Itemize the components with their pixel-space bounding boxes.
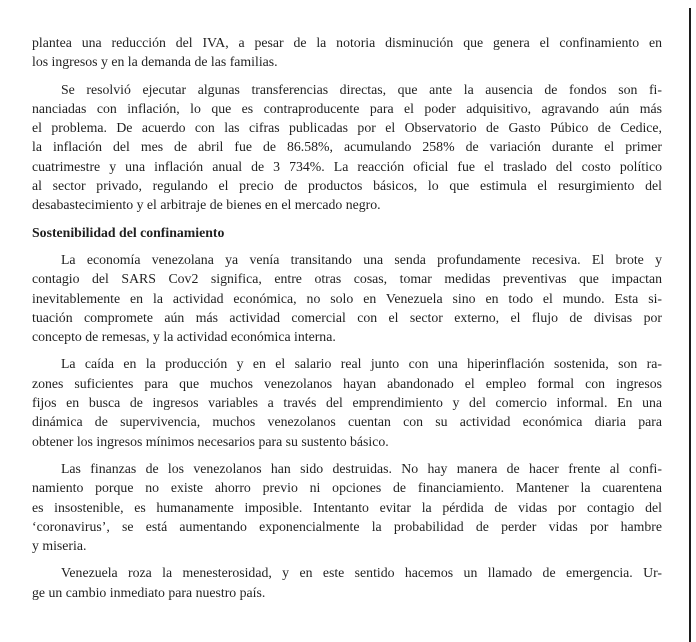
text-line: obtener los ingresos mínimos necesarios para su sustento básico. (32, 433, 389, 449)
section-heading: Sostenibilidad del confinamiento (32, 224, 225, 240)
text-line: Venezuela roza la menesterosidad, y en este sentido hacemos un llamado de emergencia. Ur- (61, 565, 662, 581)
text-line: es insostenible, es humanamente imposible. Intentanto evitar la pérdida de vidas por contagio del (32, 499, 662, 515)
text-line: La caída en la producción y en el salario real junto con una hiperinflación sostenida, son ra- (61, 356, 662, 372)
text-line: fijos en busca de ingresos variables a través del emprendimiento y del comercio informal. En una (32, 395, 662, 411)
text-line: namiento porque no existe ahorro previo ni opciones de financiamiento. Mantener la cuarentena (32, 480, 662, 496)
paragraph-economia (32, 250, 662, 346)
paragraph-finanzas (32, 459, 662, 555)
paragraph-continuation (32, 33, 662, 72)
text-line: desabastecimiento y el arbitraje de bienes en el mercado negro. (32, 197, 381, 213)
text-column (32, 33, 662, 610)
text-line: el problema. De acuerdo con las cifras publicadas por el Observatorio de Gasto Púbico de Cedice, (32, 120, 662, 136)
text-line: plantea una reducción del IVA, a pesar de la notoria disminución que genera el confinamiento en (32, 35, 662, 50)
text-line: ge un cambio inmediato para nuestro país. (32, 584, 266, 600)
paragraph-transferencias (32, 80, 662, 215)
text-line: tuación compromete aún más actividad comercial con el sector externo, el flujo de divisas por (32, 309, 662, 325)
text-line: los ingresos y en la demanda de las familias. (32, 54, 278, 70)
text-line: y miseria. (32, 538, 87, 554)
page-edge-line (689, 8, 691, 642)
text-line: al sector privado, regulando el precio de productos básicos, lo que estimula el resurgimiento del (32, 178, 662, 194)
text-line: contagio del SARS Cov2 significa, entre otras cosas, tomar medidas preventivas que impactan (32, 271, 662, 287)
text-line: Se resolvió ejecutar algunas transferencias directas, que ante la ausencia de fondos son fi- (61, 81, 662, 97)
paragraph-emergencia (32, 563, 662, 602)
paragraph-caida-produccion (32, 354, 662, 450)
text-line: concepto de remesas, y la actividad económica interna. (32, 329, 336, 345)
text-line: la inflación del mes de abril fue de 86.58%, acumulando 258% de variación durante el primer (32, 139, 662, 155)
text-line: dinámica de supervivencia, muchos venezolanos cuentan con su actividad económica diaria para (32, 414, 662, 430)
text-line: ‘coronavirus’, se está aumentando exponencialmente la probabilidad de perder vidas por hambre (32, 518, 662, 534)
text-line: La economía venezolana ya venía transitando una senda profundamente recesiva. El brote y (61, 251, 662, 267)
text-line: zones suficientes para que muchos venezolanos hayan abandonado el empleo formal con ingresos (32, 375, 662, 391)
text-line: inevitablemente en la actividad económica, no solo en Venezuela sino en todo el mundo. Esta si- (32, 290, 662, 306)
text-line: Las finanzas de los venezolanos han sido destruidas. No hay manera de hacer frente al confi- (61, 460, 662, 476)
text-line: nanciadas con inflación, lo que es contraproducente para el poder adquisitivo, agravando aún más (32, 100, 662, 116)
text-line: cuatrimestre y una inflación anual de 3 734%. La reacción oficial fue el traslado del costo político (32, 158, 662, 174)
